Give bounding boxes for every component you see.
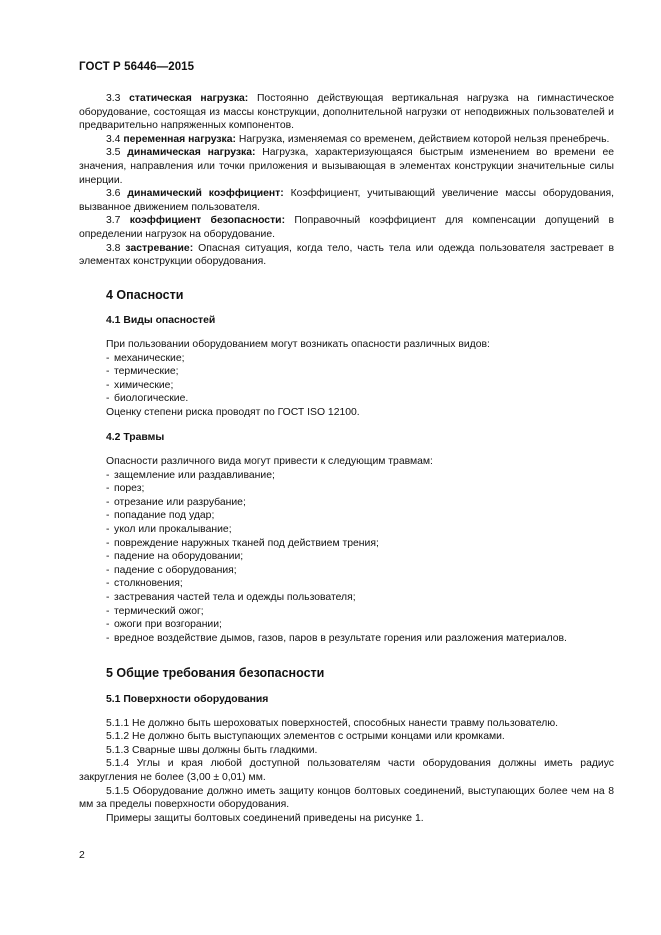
- paragraph-5-1-4: 5.1.4 Углы и края любой доступной пользователям части оборудования должны иметь радиус закругления не более (3,00 ± 0,01) мм.: [79, 758, 614, 783]
- term-number: 3.7: [106, 215, 121, 227]
- term-definition: Нагрузка, характеризующаяся быстрым изменением во времени ее значения, направления или точки приложения и вызывающая в элементах конструкции значительные силы инерции.: [79, 147, 615, 186]
- list-item: - падение на оборудовании;: [106, 551, 244, 563]
- list-item: - столкновения;: [106, 578, 183, 590]
- list-item: - ожоги при возгорании;: [106, 619, 222, 631]
- list-item: - повреждение наружных тканей под действием трения;: [106, 537, 379, 549]
- section-4-1-title: 4.1 Виды опасностей: [106, 315, 216, 327]
- term-definition: Коэффициент, учитывающий увеличение массы оборудования, вызванное движением пользователя.: [79, 188, 615, 213]
- term-number: 3.3: [106, 93, 121, 104]
- paragraph-5-1-3: 5.1.3 Сварные швы должны быть гладкими.: [106, 744, 318, 756]
- list-item: - порез;: [106, 483, 145, 495]
- section-4-1-outro: Оценку степени риска проводят по ГОСТ ISO 12100.: [106, 406, 360, 418]
- list-item: - механические;: [106, 352, 185, 364]
- document-header: ГОСТ Р 56446—2015: [79, 61, 195, 73]
- page-number: 2: [79, 850, 85, 861]
- term-3-6: [79, 187, 614, 214]
- hazard-types-list: [79, 352, 614, 406]
- term-3-7: [79, 214, 614, 241]
- section-4-2-title: 4.2 Травмы: [106, 432, 165, 444]
- term-number: 3.4: [106, 133, 121, 145]
- list-item: - падение с оборудования;: [106, 564, 237, 576]
- term-number: 3.6: [106, 188, 121, 200]
- term-definition: Опасная ситуация, когда тело, часть тела или одежда пользователя застревает в элементах конструкции оборудования.: [79, 242, 615, 268]
- term-3-4: [79, 133, 614, 147]
- section-4-2-intro: Опасности различного вида могут привести к следующим травмам:: [106, 456, 433, 468]
- term-3-5: [79, 146, 614, 187]
- term-3-8: [79, 242, 614, 269]
- section-5-title: 5 Общие требования безопасности: [106, 666, 325, 681]
- injuries-list: [79, 469, 614, 646]
- term-name: застревание:: [125, 242, 194, 254]
- list-item: - биологические.: [106, 393, 189, 405]
- term-number: 3.5: [106, 147, 121, 159]
- list-item: - вредное воздействие дымов, газов, паров в результате горения или разложения материалов.: [106, 632, 567, 644]
- term-number: 3.8: [106, 242, 121, 254]
- list-item: - попадание под удар;: [106, 510, 215, 522]
- list-item: - застревания частей тела и одежды пользователя;: [106, 592, 356, 603]
- paragraph-5-1-1: 5.1.1 Не должно быть шероховатых поверхностей, способных нанести травму пользователю.: [106, 717, 559, 729]
- term-name: динамический коэффициент:: [127, 188, 284, 200]
- term-name: коэффициент безопасности:: [129, 215, 286, 227]
- list-item: - термический ожог;: [106, 605, 204, 617]
- term-name: переменная нагрузка:: [123, 133, 236, 145]
- document-body: [79, 92, 614, 825]
- term-definition: Нагрузка, изменяемая со временем, действием которой нельзя пренебречь.: [238, 133, 610, 145]
- section-4-1-intro: При пользовании оборудованием могут возникать опасности различных видов:: [106, 338, 490, 350]
- term-definition: Постоянно действующая вертикальная нагрузка на гимнастическое оборудование, состоящая из массы конструкции, дополнительной нагрузки от неподвижных пользователей и предварительно напряженных компонентов.: [79, 93, 615, 132]
- term-definition: Поправочный коэффициент для компенсации допущений в определении нагрузок на оборудование.: [79, 215, 615, 240]
- list-item: - укол или прокалывание;: [106, 524, 232, 536]
- list-item: - термические;: [106, 366, 179, 378]
- paragraph-5-1-5: 5.1.5 Оборудование должно иметь защиту концов болтовых соединений, выступающих более чем на 8 мм за пределы поверхности оборудования.: [79, 785, 614, 811]
- paragraph-examples: Примеры защиты болтовых соединений приведены на рисунке 1.: [106, 812, 424, 824]
- list-item: - защемление или раздавливание;: [106, 469, 275, 481]
- term-name: статическая нагрузка:: [129, 93, 249, 104]
- list-item: - химические;: [106, 379, 174, 391]
- section-5-1-title: 5.1 Поверхности оборудования: [106, 693, 269, 705]
- paragraph-5-1-2: 5.1.2 Не должно быть выступающих элементов с острыми концами или кромками.: [106, 731, 505, 743]
- section-4-title: 4 Опасности: [106, 287, 184, 302]
- term-3-3: [79, 92, 614, 133]
- term-name: динамическая нагрузка:: [127, 147, 256, 159]
- list-item: - отрезание или разрубание;: [106, 496, 246, 508]
